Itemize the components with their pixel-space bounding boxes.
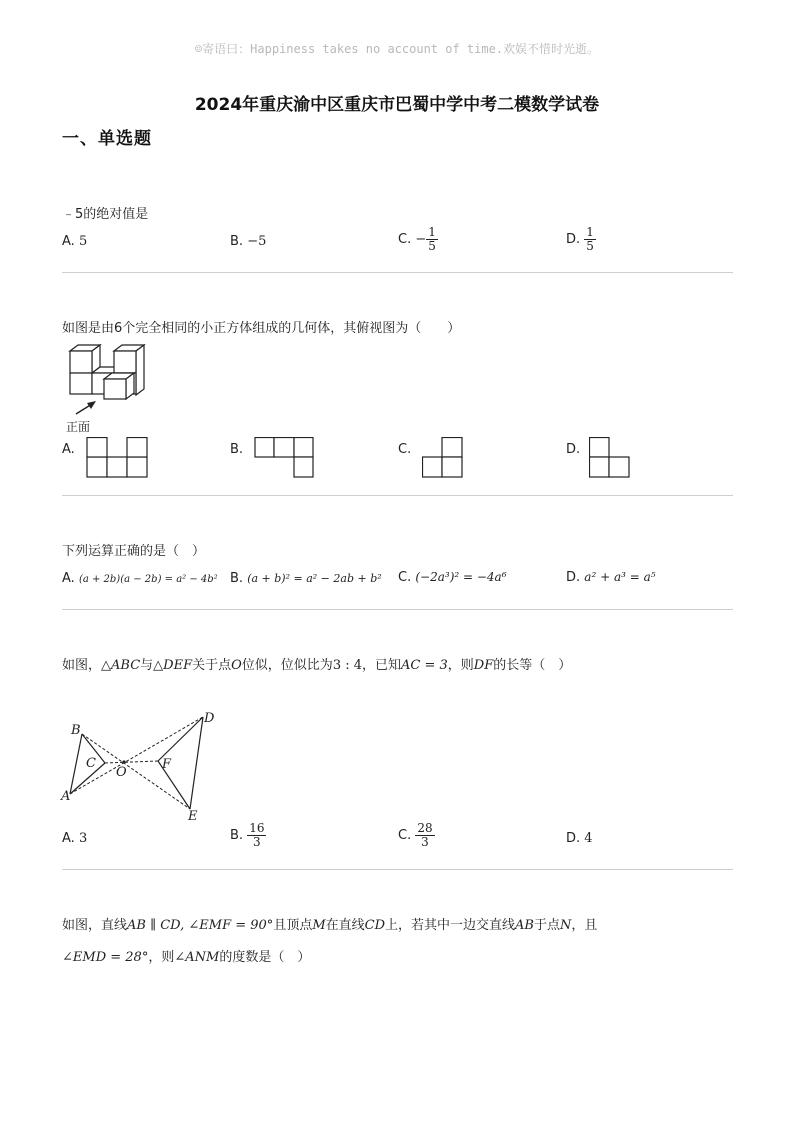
q4-option-b[interactable]	[230, 822, 266, 849]
q3-option-a[interactable]	[62, 571, 218, 586]
q4-label-f: F	[162, 757, 172, 772]
q5-stem-line-2: ∠EMD = 28°，则∠ANM的度数是（ ）	[62, 950, 311, 965]
divider	[62, 495, 733, 496]
q1-option-d-fraction: $\frac{1}{5}$	[586, 225, 594, 253]
q1-option-c-letter: C.	[398, 232, 412, 247]
q1-option-b[interactable]	[230, 234, 266, 249]
q1-option-c[interactable]	[398, 226, 438, 253]
q4-option-a-value: 3	[78, 831, 88, 846]
q1-option-c-fraction: $\frac{1}{5}$	[428, 225, 436, 253]
q2-option-b-letter[interactable]: B.	[230, 442, 244, 457]
q4-option-c[interactable]	[398, 822, 435, 849]
q4-label-c: C	[86, 756, 96, 771]
q2-option-d-letter[interactable]: D.	[566, 442, 581, 457]
q1-stem: ﹣5的绝对值是	[62, 207, 149, 222]
q2-option-a-view[interactable]	[86, 437, 148, 479]
q4-option-b-letter: B.	[230, 828, 244, 843]
q2-option-c-letter[interactable]: C.	[398, 442, 412, 457]
q4-label-d: D	[204, 711, 215, 726]
q3-option-c-letter: C.	[398, 570, 412, 585]
q5-stem-line-1: 如图，直线AB ∥ CD, ∠EMF = 90°且顶点M在直线CD上，若其中一边交直线AB于点N，且	[62, 918, 598, 933]
q4-label-b: B	[71, 723, 81, 738]
q1-option-d-letter: D.	[566, 232, 581, 247]
q4-option-d-value: 4	[584, 831, 593, 846]
q3-option-b-letter: B.	[230, 571, 244, 586]
q1-option-a-letter: A.	[62, 234, 75, 249]
q4-option-a-letter: A.	[62, 831, 75, 846]
q3-option-c[interactable]	[398, 570, 507, 585]
q1-option-c-sign: −	[415, 232, 427, 247]
q3-option-a-expr: (a + 2b)(a − 2b) = a² − 4b²	[78, 574, 218, 585]
q2-option-a-letter[interactable]: A.	[62, 442, 75, 457]
motto-text: ☺寄语曰：Happiness takes no account of time.欢娱不惜时光逝。	[194, 42, 600, 56]
q2-option-d-view[interactable]	[589, 437, 631, 479]
q3-stem: 下列运算正确的是（ ）	[62, 544, 206, 559]
divider	[62, 869, 733, 870]
divider	[62, 609, 733, 610]
q1-option-b-letter: B.	[230, 234, 244, 249]
q4-option-c-fraction: $\frac{28}{3}$	[417, 821, 433, 849]
q3-option-a-letter: A.	[62, 571, 75, 586]
q4-option-b-fraction: $\frac{16}{3}$	[249, 821, 265, 849]
q1-option-b-value: −5	[247, 234, 267, 249]
q3-option-b-expr: (a + b)² = a² − 2ab + b²	[247, 572, 382, 585]
page-title: 2024年重庆渝中区重庆市巴蜀中学中考二模数学试卷	[194, 95, 600, 115]
q2-front-label: 正面	[66, 420, 91, 434]
q3-option-d[interactable]	[566, 570, 656, 585]
divider	[62, 272, 733, 273]
q3-option-d-expr: a² + a³ = a⁵	[584, 570, 656, 584]
q1-option-a-value: 5	[78, 234, 88, 249]
q4-stem: 如图，△ABC与△DEF关于点O位似，位似比为3 : 4，已知AC = 3，则DF的长等（ ）	[62, 658, 572, 673]
section-heading: 一、单选题	[62, 129, 152, 149]
q3-option-d-letter: D.	[566, 570, 581, 585]
q4-option-d[interactable]	[566, 831, 593, 846]
q1-option-a[interactable]	[62, 234, 87, 249]
q3-option-c-expr: (−2a³)² = −4a⁶	[415, 570, 507, 584]
q3-option-b[interactable]	[230, 571, 382, 586]
q1-option-d[interactable]	[566, 226, 596, 253]
q4-label-e: E	[188, 809, 198, 822]
q2-option-c-view[interactable]	[422, 437, 464, 479]
q4-label-o: O	[116, 765, 127, 780]
q2-option-b-view[interactable]	[254, 437, 316, 479]
q4-label-a: A	[61, 789, 71, 804]
q4-option-a[interactable]	[62, 831, 87, 846]
q4-option-c-letter: C.	[398, 828, 412, 843]
q4-option-d-letter: D.	[566, 831, 581, 846]
q4-similar-triangles-figure	[58, 706, 228, 822]
q2-stem: 如图是由6个完全相同的小正方体组成的几何体，其俯视图为（ ）	[62, 321, 461, 336]
